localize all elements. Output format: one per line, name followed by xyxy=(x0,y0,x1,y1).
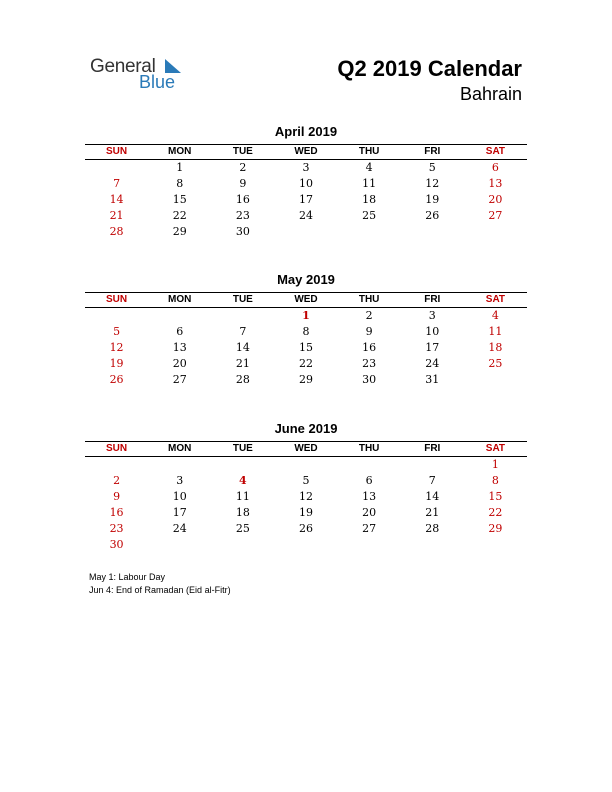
weekday-header-row xyxy=(85,144,527,160)
day-cell: 4 xyxy=(239,474,247,487)
empty-day-cell xyxy=(401,537,464,553)
day-cell: 14 xyxy=(109,193,124,206)
day-cell: 28 xyxy=(235,373,250,386)
empty-day-cell xyxy=(148,537,211,553)
empty-day-cell xyxy=(85,457,148,473)
weekday-header: THU xyxy=(358,146,380,157)
day-cell: 23 xyxy=(362,357,377,370)
day-cell: 11 xyxy=(488,325,503,338)
empty-day-cell xyxy=(148,308,211,324)
day-cell: 5 xyxy=(428,161,436,174)
day-cell: 26 xyxy=(425,209,440,222)
day-cell: 3 xyxy=(176,474,184,487)
day-cell: 13 xyxy=(488,177,503,190)
day-cell: 16 xyxy=(235,193,250,206)
day-cell: 21 xyxy=(425,506,440,519)
day-cell: 18 xyxy=(235,506,250,519)
holiday-note: Jun 4: End of Ramadan (Eid al-Fitr) xyxy=(89,585,231,595)
day-cell: 21 xyxy=(109,209,124,222)
empty-day-cell xyxy=(464,537,527,553)
day-cell: 19 xyxy=(109,357,124,370)
day-cell: 7 xyxy=(428,474,436,487)
day-cell: 8 xyxy=(302,325,310,338)
day-cell: 12 xyxy=(109,341,124,354)
day-cell: 20 xyxy=(172,357,187,370)
day-grid xyxy=(85,308,527,388)
day-cell: 6 xyxy=(365,474,373,487)
day-cell: 26 xyxy=(109,373,124,386)
day-cell: 7 xyxy=(113,177,121,190)
day-cell: 7 xyxy=(239,325,247,338)
weekday-header: THU xyxy=(358,443,380,454)
logo-text-general: General xyxy=(90,56,156,77)
country-name: Bahrain xyxy=(459,84,522,104)
weekday-header: SAT xyxy=(485,443,506,454)
weekday-header: SUN xyxy=(106,294,128,305)
day-cell: 11 xyxy=(235,490,250,503)
day-cell: 18 xyxy=(488,341,503,354)
holiday-note: May 1: Labour Day xyxy=(89,572,166,582)
weekday-header: MON xyxy=(168,294,192,305)
day-cell: 15 xyxy=(488,490,503,503)
day-cell: 13 xyxy=(172,341,187,354)
day-cell: 23 xyxy=(109,522,124,535)
day-cell: 3 xyxy=(302,161,310,174)
empty-day-cell xyxy=(338,537,401,553)
day-cell: 22 xyxy=(488,506,503,519)
day-cell: 11 xyxy=(362,177,377,190)
day-cell: 9 xyxy=(365,325,373,338)
day-cell: 30 xyxy=(235,225,250,238)
day-cell: 26 xyxy=(298,522,313,535)
weekday-header: SAT xyxy=(485,294,506,305)
day-cell: 19 xyxy=(298,506,313,519)
day-cell: 5 xyxy=(302,474,310,487)
weekday-header: THU xyxy=(358,294,380,305)
day-cell: 27 xyxy=(362,522,377,535)
day-cell: 14 xyxy=(235,341,250,354)
empty-day-cell xyxy=(211,308,274,324)
day-cell: 15 xyxy=(172,193,187,206)
weekday-header: FRI xyxy=(424,146,441,157)
day-cell: 6 xyxy=(176,325,184,338)
day-cell: 25 xyxy=(362,209,377,222)
day-grid xyxy=(85,457,527,553)
day-cell: 29 xyxy=(172,225,187,238)
day-cell: 17 xyxy=(425,341,440,354)
weekday-header: FRI xyxy=(424,294,441,305)
day-cell: 2 xyxy=(365,309,373,322)
day-cell: 20 xyxy=(488,193,503,206)
day-cell: 25 xyxy=(488,357,503,370)
logo-text-blue: Blue xyxy=(139,72,176,92)
logo-triangle-icon xyxy=(163,59,181,73)
day-cell: 10 xyxy=(425,325,440,338)
day-cell: 19 xyxy=(425,193,440,206)
weekday-header: WED xyxy=(294,443,318,454)
day-grid xyxy=(85,160,527,240)
weekday-header: TUE xyxy=(232,294,253,305)
month-title: June 2019 xyxy=(274,421,338,436)
weekday-header: WED xyxy=(294,146,318,157)
day-cell: 8 xyxy=(176,177,184,190)
empty-day-cell xyxy=(338,224,401,240)
holiday-notes xyxy=(89,571,231,597)
weekday-header: TUE xyxy=(232,146,253,157)
weekday-header: SAT xyxy=(485,146,506,157)
empty-day-cell xyxy=(274,224,337,240)
empty-day-cell xyxy=(464,372,527,388)
day-cell: 13 xyxy=(362,490,377,503)
day-cell: 12 xyxy=(298,490,313,503)
day-cell: 9 xyxy=(239,177,247,190)
day-cell: 28 xyxy=(425,522,440,535)
weekday-header: MON xyxy=(168,146,192,157)
day-cell: 27 xyxy=(172,373,187,386)
empty-day-cell xyxy=(338,457,401,473)
day-cell: 3 xyxy=(428,309,436,322)
empty-day-cell xyxy=(148,457,211,473)
day-cell: 29 xyxy=(298,373,313,386)
day-cell: 30 xyxy=(109,538,124,551)
weekday-header: WED xyxy=(294,294,318,305)
day-cell: 31 xyxy=(425,373,440,386)
month-june xyxy=(85,421,527,553)
day-cell: 23 xyxy=(235,209,250,222)
day-cell: 29 xyxy=(488,522,503,535)
day-cell: 17 xyxy=(298,193,313,206)
day-cell: 2 xyxy=(113,474,121,487)
day-cell: 6 xyxy=(491,161,499,174)
day-cell: 20 xyxy=(362,506,377,519)
empty-day-cell xyxy=(464,224,527,240)
weekday-header: SUN xyxy=(106,146,128,157)
weekday-header: MON xyxy=(168,443,192,454)
empty-day-cell xyxy=(85,308,148,324)
day-cell: 4 xyxy=(491,309,499,322)
day-cell: 12 xyxy=(425,177,440,190)
day-cell: 2 xyxy=(239,161,247,174)
empty-day-cell xyxy=(401,457,464,473)
day-cell: 16 xyxy=(362,341,377,354)
day-cell: 24 xyxy=(425,357,440,370)
weekday-header: TUE xyxy=(232,443,253,454)
day-cell: 5 xyxy=(113,325,121,338)
day-cell: 16 xyxy=(109,506,124,519)
logo xyxy=(90,56,200,96)
weekday-header-row xyxy=(85,292,527,308)
day-cell: 4 xyxy=(365,161,373,174)
day-cell: 10 xyxy=(172,490,187,503)
day-cell: 25 xyxy=(235,522,250,535)
empty-day-cell xyxy=(274,457,337,473)
month-title: May 2019 xyxy=(277,272,335,287)
month-may xyxy=(85,272,527,388)
empty-day-cell xyxy=(401,224,464,240)
day-cell: 18 xyxy=(362,193,377,206)
empty-day-cell xyxy=(85,160,148,176)
day-cell: 24 xyxy=(172,522,187,535)
empty-day-cell xyxy=(211,537,274,553)
day-cell: 1 xyxy=(176,161,184,174)
weekday-header-row xyxy=(85,441,527,457)
day-cell: 30 xyxy=(362,373,377,386)
day-cell: 8 xyxy=(491,474,499,487)
day-cell: 9 xyxy=(113,490,121,503)
month-title: April 2019 xyxy=(274,124,338,139)
weekday-header: SUN xyxy=(106,443,128,454)
day-cell: 24 xyxy=(298,209,313,222)
day-cell: 21 xyxy=(235,357,250,370)
day-cell: 17 xyxy=(172,506,187,519)
weekday-header: FRI xyxy=(424,443,441,454)
day-cell: 22 xyxy=(298,357,313,370)
day-cell: 22 xyxy=(172,209,187,222)
page-title: Q2 2019 Calendar xyxy=(337,56,522,81)
day-cell: 1 xyxy=(302,309,310,322)
day-cell: 1 xyxy=(491,458,499,471)
day-cell: 14 xyxy=(425,490,440,503)
day-cell: 10 xyxy=(298,177,313,190)
month-april xyxy=(85,124,527,240)
day-cell: 15 xyxy=(298,341,313,354)
empty-day-cell xyxy=(274,537,337,553)
empty-day-cell xyxy=(211,457,274,473)
day-cell: 28 xyxy=(109,225,124,238)
day-cell: 27 xyxy=(488,209,503,222)
